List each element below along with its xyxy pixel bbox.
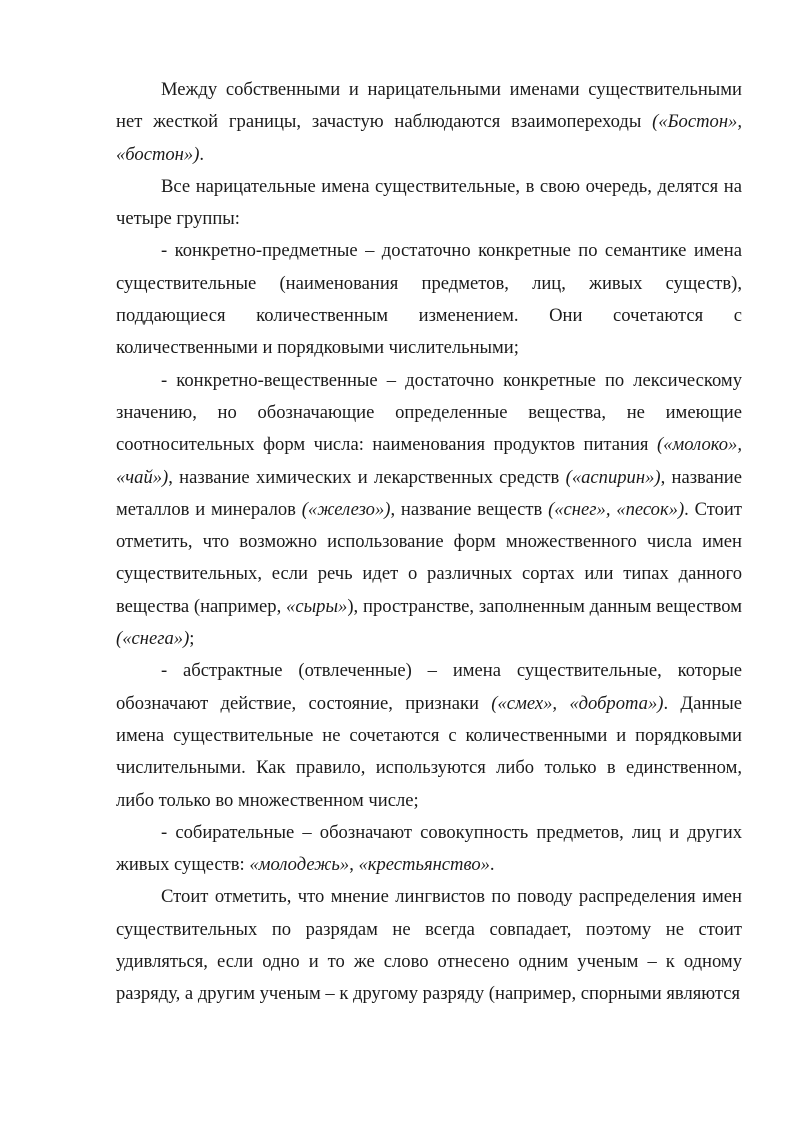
document-page: [116, 74, 742, 1011]
body-text: , название веществ: [390, 498, 549, 520]
italic-example-text: («железо»): [301, 498, 391, 520]
paragraph-concrete-object-nouns: [116, 235, 742, 364]
body-text: ), пространстве, заполненным данным веществом: [347, 595, 742, 617]
italic-example-text: («аспирин»): [565, 466, 661, 488]
paragraph-material-nouns: [116, 365, 742, 656]
body-text: ,: [349, 854, 359, 876]
body-text: .: [199, 143, 205, 165]
body-text: Между собственными и нарицательными именами существительными нет жесткой границы, зачастую наблюдаются взаимопереходы: [116, 79, 742, 133]
body-text: . Стоит отметить, что возможно использование форм множественного числа имен существительных, если речь идет о различных сортах или типах данного вещества (например,: [116, 498, 743, 617]
paragraph-proper-common-boundary: [116, 74, 742, 171]
italic-example-text: («смех», «доброта»): [491, 692, 664, 714]
paragraph-four-groups-intro: [116, 171, 742, 236]
body-text: - конкретно-предметные – достаточно конкретные по семантике имена существительные (наименования предметов, лиц, живых существ), поддающиеся количественным изменением. Они сочетаются с количественными и порядковыми числительными;: [116, 240, 742, 359]
body-text: , название металлов и минералов: [116, 466, 743, 520]
body-text: Все нарицательные имена существительные, в свою очередь, делятся на четыре группы:: [116, 175, 742, 230]
italic-example-text: «молодежь»: [249, 854, 350, 876]
italic-example-text: («снег», «песок»): [548, 498, 685, 520]
body-text: - абстрактные (отвлеченные) – имена существительные, которые обозначают действие, состояние, признаки: [116, 660, 742, 714]
body-text: Стоит отметить, что мнение лингвистов по поводу распределения имен существительных по разрядам не всегда совпадает, поэтому не стоит удивляться, если одно и то же слово отнесено одним ученым – к одному разряду, а другим ученым – к другому разряду (например, спорными являются: [116, 886, 742, 1005]
italic-example-text: («молоко», «чай»): [116, 434, 742, 488]
italic-example-text: «крестьянство»: [358, 854, 490, 876]
body-text: - конкретно-вещественные – достаточно конкретные по лексическому значению, но обозначающие определенные вещества, не имеющие соотносительных форм числа: наименования продуктов питания: [116, 369, 742, 456]
paragraph-abstract-nouns: [116, 655, 742, 816]
italic-example-text: «сыры»: [286, 595, 348, 617]
paragraph-collective-nouns: [116, 817, 742, 882]
body-text: ;: [189, 628, 195, 650]
body-text: . Данные имена существительные не сочетаются с количественными и порядковыми числительными. Как правило, используются либо только в единственном, либо только во множественном числе;: [116, 692, 742, 811]
body-text: , название химических и лекарственных средств: [168, 466, 566, 488]
italic-example-text: («снега»): [116, 628, 190, 650]
body-text: .: [489, 854, 495, 876]
paragraph-linguists-opinion: [116, 881, 742, 1010]
italic-example-text: («Бостон», «бостон»): [116, 111, 742, 165]
body-text: - собирательные – обозначают совокупность предметов, лиц и других живых существ:: [116, 821, 742, 876]
